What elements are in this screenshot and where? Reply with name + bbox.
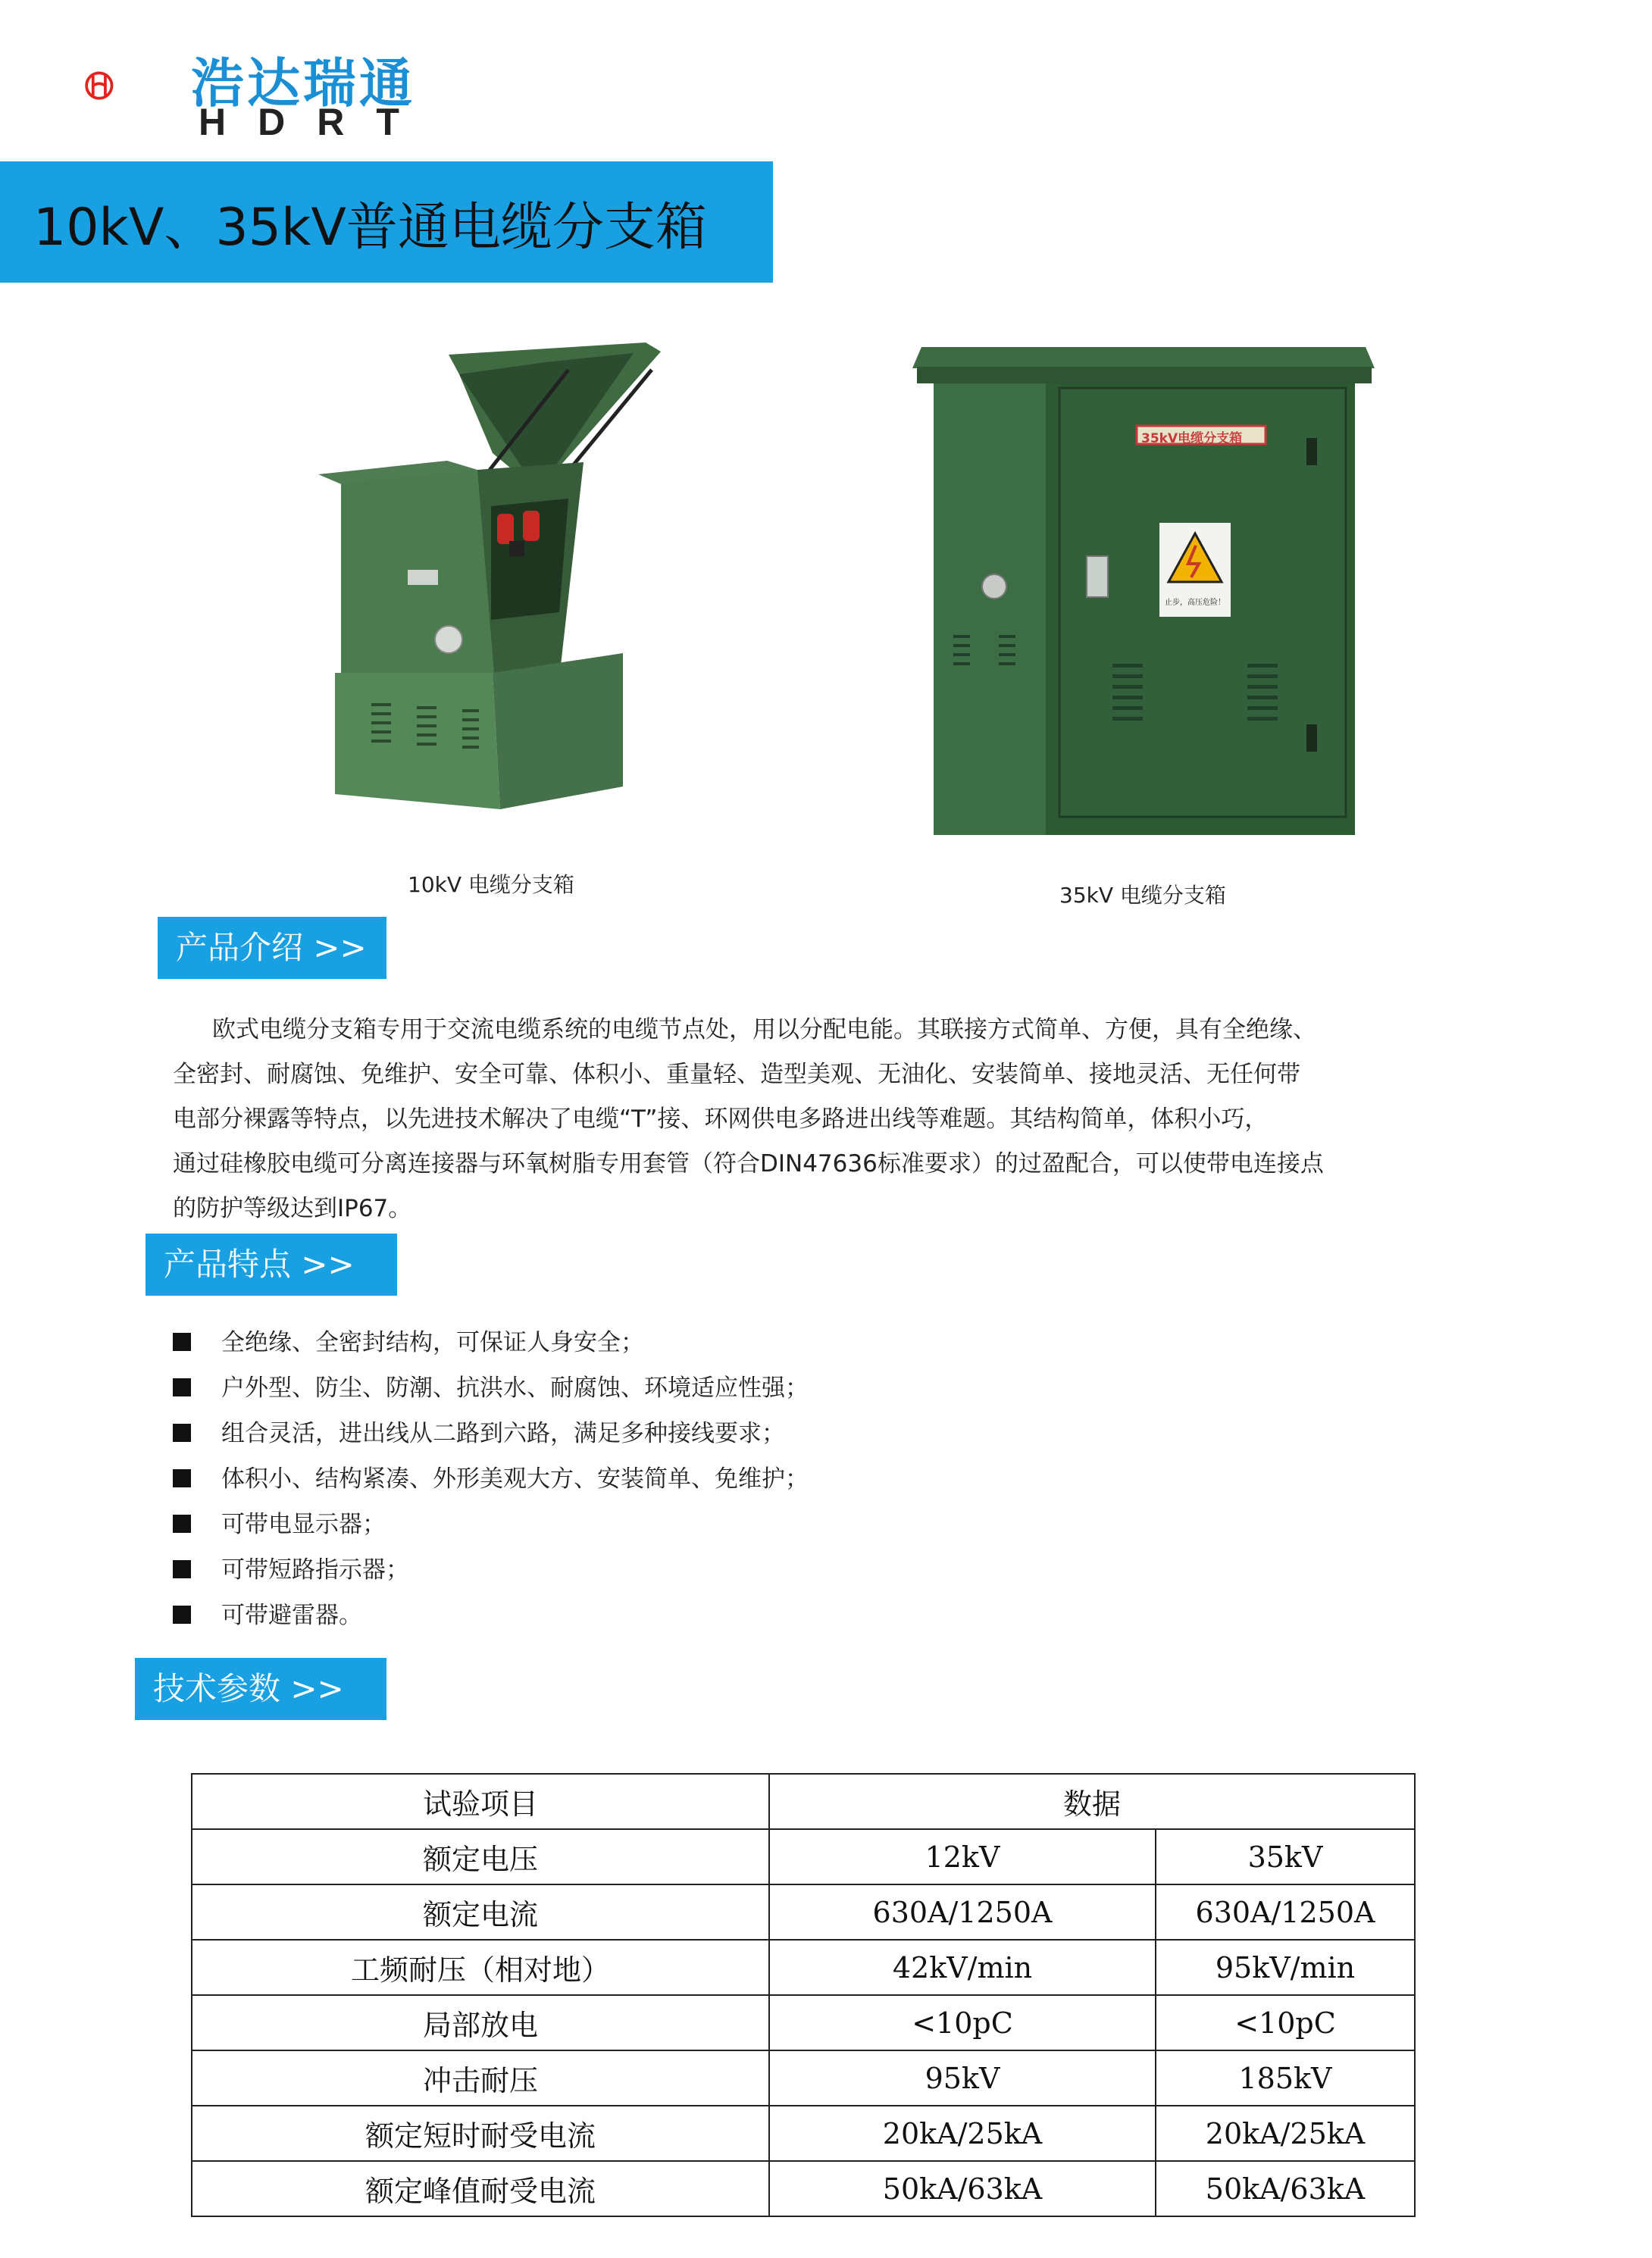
intro-line: 全密封、耐腐蚀、免维护、安全可靠、体积小、重量轻、造型美观、无油化、安装简单、接地灵活、无任何带 — [173, 1061, 1300, 1088]
caption-35kv: 35kV 电缆分支箱 — [1059, 883, 1226, 908]
intro-paragraph — [173, 1008, 1431, 1231]
table-cell: 20kA/25kA — [769, 2106, 1156, 2161]
brand-name-en: HDRT — [199, 101, 431, 143]
intro-line: 通过硅橡胶电缆可分离连接器与环氧树脂专用套管（符合DIN47636标准要求）的过盈配合，可以使带电连接点 — [173, 1150, 1324, 1177]
bullet-square-icon — [173, 1606, 191, 1624]
feature-item: 体积小、结构紧凑、外形美观大方、安装简单、免维护； — [173, 1456, 1309, 1502]
table-cell: 95kV — [769, 2050, 1156, 2106]
table-header-row — [192, 1774, 1415, 1829]
table-row — [192, 2161, 1415, 2216]
feature-item: 可带电显示器； — [173, 1502, 1309, 1547]
warning-sign-text: 止步，高压危险！ — [1165, 599, 1225, 607]
table-cell: 630A/1250A — [1156, 1884, 1415, 1940]
table-row — [192, 1940, 1415, 1995]
section-header-specs: 技术参数 >> — [135, 1658, 386, 1720]
feature-item: 全绝缘、全密封结构，可保证人身安全； — [173, 1320, 1309, 1365]
table-cell: 95kV/min — [1156, 1940, 1415, 1995]
table-row — [192, 1829, 1415, 1884]
table-row — [192, 1884, 1415, 1940]
table-cell: 630A/1250A — [769, 1884, 1156, 1940]
table-cell: 冲击耐压 — [192, 2050, 769, 2106]
table-cell: 50kA/63kA — [1156, 2161, 1415, 2216]
intro-line: 欧式电缆分支箱专用于交流电缆系统的电缆节点处，用以分配电能。其联接方式简单、方便，具有全绝缘、 — [212, 1016, 1316, 1043]
table-cell: 额定短时耐受电流 — [192, 2106, 769, 2161]
door-label-plate: 35kV电缆分支箱 — [1141, 431, 1243, 446]
section-header-features: 产品特点 >> — [145, 1234, 397, 1296]
table-row — [192, 1995, 1415, 2050]
table-cell: 额定电压 — [192, 1829, 769, 1884]
product-image-35kv — [909, 339, 1379, 843]
brand-logo-mark — [85, 29, 191, 142]
table-cell: <10pC — [1156, 1995, 1415, 2050]
feature-item: 组合灵活，进出线从二路到六路，满足多种接线要求； — [173, 1411, 1309, 1456]
bullet-square-icon — [173, 1469, 191, 1487]
feature-item: 可带短路指示器； — [173, 1547, 1309, 1593]
table-cell: <10pC — [769, 1995, 1156, 2050]
bullet-square-icon — [173, 1333, 191, 1351]
bullet-square-icon — [173, 1424, 191, 1442]
bullet-square-icon — [173, 1560, 191, 1578]
feature-item: 可带避雷器。 — [173, 1593, 1309, 1638]
table-row — [192, 2050, 1415, 2106]
table-cell: 12kV — [769, 1829, 1156, 1884]
bullet-square-icon — [173, 1515, 191, 1533]
bullet-square-icon — [173, 1378, 191, 1396]
table-cell: 185kV — [1156, 2050, 1415, 2106]
table-cell: 工频耐压（相对地） — [192, 1940, 769, 1995]
table-cell: 35kV — [1156, 1829, 1415, 1884]
table-cell: 额定峰值耐受电流 — [192, 2161, 769, 2216]
product-image-10kv — [318, 339, 667, 840]
header-cell-item: 试验项目 — [192, 1774, 769, 1829]
spec-table — [191, 1773, 1416, 2217]
table-row — [192, 2106, 1415, 2161]
intro-line: 电部分裸露等特点，以先进技术解决了电缆“T”接、环网供电多路进出线等难题。其结构简单，体积小巧， — [173, 1106, 1269, 1133]
table-cell: 局部放电 — [192, 1995, 769, 2050]
caption-10kv: 10kV 电缆分支箱 — [408, 872, 574, 897]
table-cell: 42kV/min — [769, 1940, 1156, 1995]
feature-item: 户外型、防尘、防潮、抗洪水、耐腐蚀、环境适应性强； — [173, 1365, 1309, 1411]
header-cell-data: 数据 — [769, 1774, 1415, 1829]
features-list — [173, 1320, 1309, 1638]
brand-name-cn: 浩达瑞通 — [191, 52, 415, 114]
page-title: 10kV、35kV普通电缆分支箱 — [33, 198, 707, 258]
table-cell: 50kA/63kA — [769, 2161, 1156, 2216]
section-header-intro: 产品介绍 >> — [158, 917, 386, 979]
intro-line: 的防护等级达到IP67。 — [173, 1195, 412, 1222]
table-cell: 额定电流 — [192, 1884, 769, 1940]
table-cell: 20kA/25kA — [1156, 2106, 1415, 2161]
